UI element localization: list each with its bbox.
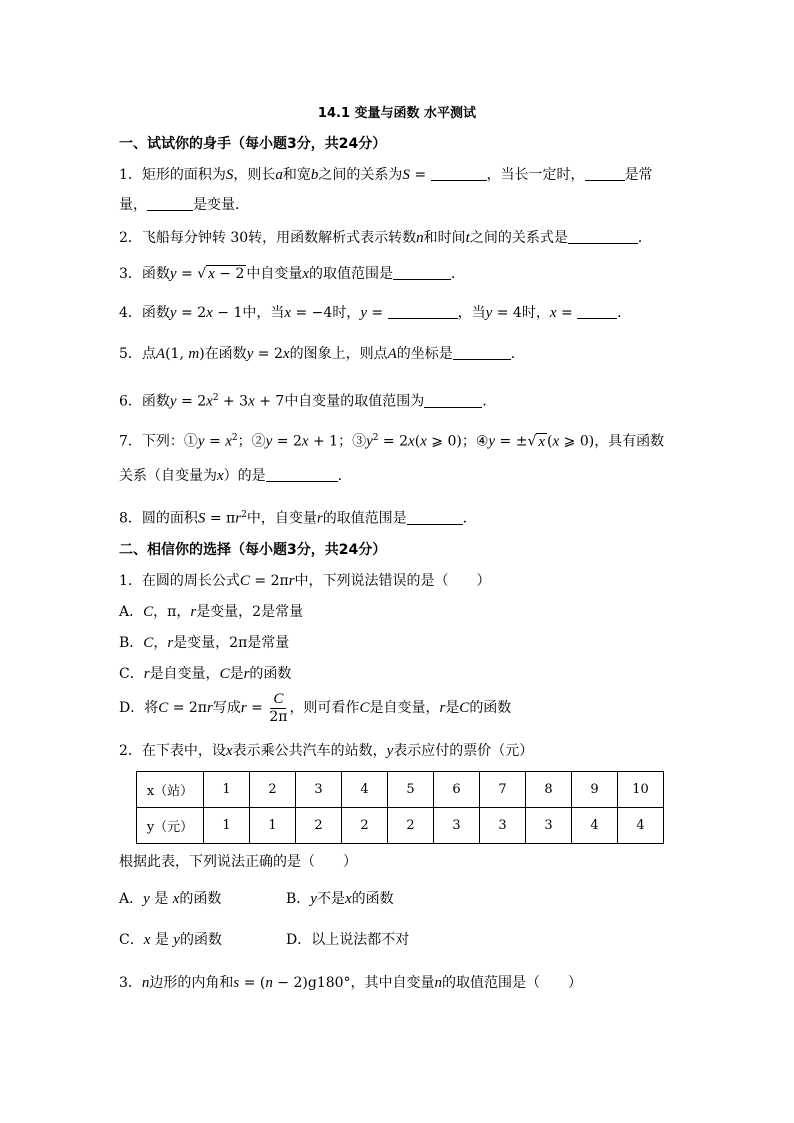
table-cell: 2 <box>296 808 342 844</box>
mc-option-1c: C．r是自变量，C是r的函数 <box>119 666 292 682</box>
table-header-y: y（元） <box>137 808 204 844</box>
section2-heading: 二、相信你的选择（每小题3分，共24分） <box>119 542 387 558</box>
table-cell: 6 <box>434 772 480 808</box>
table-row <box>137 772 664 808</box>
table-cell: 10 <box>618 772 664 808</box>
question-5: 5．点A(1, m)在函数y = 2x的图象上，则点A的坐标是 ． <box>119 346 525 362</box>
table-cell: 1 <box>204 808 250 844</box>
table-cell: 9 <box>572 772 618 808</box>
page-title: 14.1 变量与函数 水平测试 <box>317 106 477 121</box>
mc-option-2b: B．y不是x的函数 <box>286 891 394 907</box>
table-header-x: x（站） <box>137 772 204 808</box>
fare-table <box>136 771 664 844</box>
mc-question-1: 1．在圆的周长公式C = 2πr中，下列说法错误的是（ ） <box>119 573 491 589</box>
table-cell: 5 <box>388 772 434 808</box>
table-cell: 7 <box>480 772 526 808</box>
table-cell: 2 <box>250 772 296 808</box>
question-7-line1: 7．下列：①y = $x^2$；②y = 2x + 1；$③y^2 = 2x(x$ ⩾ 0)；④y = ±√ x (x ⩾ 0)，具有函数 <box>119 433 665 450</box>
table-cell: 2 <box>342 808 388 844</box>
question-1-line1: 1．矩形的面积为S，则长a和宽b之间的关系为S = ，当长一定时， 是常 <box>119 167 653 183</box>
table-cell: 1 <box>250 808 296 844</box>
mc-question-2: 2．在下表中，设x表示乘公共汽车的站数，y表示应付的票价（元） <box>119 743 534 759</box>
table-cell: 3 <box>526 808 572 844</box>
mc-option-2a: A．y 是 x的函数 <box>119 891 222 907</box>
table-cell: 1 <box>204 772 250 808</box>
question-4: 4．函数y = 2x − 1中，当x = −4时，y = ，当y = 4时，x = ． <box>119 305 632 321</box>
question-8: 8．圆的面积$S = \pi r^2$中，自变量r的取值范围是 ． <box>119 510 477 527</box>
mc-option-1b: B．C，r是变量，2π是常量 <box>119 635 290 651</box>
table-cell: 3 <box>296 772 342 808</box>
section1-heading: 一、试试你的身手（每小题3分，共24分） <box>119 136 387 152</box>
fraction-c-over-2pi: $\frac{C}{2\pi}$ <box>269 691 288 725</box>
question-2: 2．飞船每分钟转 30转，用函数解析式表示转数n和时间t之间的关系式是 ． <box>119 230 652 246</box>
mc-option-1a: A．C，π，r是变量，2是常量 <box>119 604 304 620</box>
mc-option-2d: D．以上说法都不对 <box>286 932 410 948</box>
table-cell: 4 <box>342 772 388 808</box>
table-cell: 8 <box>526 772 572 808</box>
table-row <box>137 808 664 844</box>
mc-option-2c: C．x 是 y的函数 <box>119 932 222 948</box>
question-1-line2: 量， 是变量． <box>119 197 249 213</box>
question-3: 3．函数y = √ x − 2 中自变量x的取值范围是 ． <box>119 266 466 282</box>
question-6: 6．函数$y = 2x^2 + 3x + 7$中自变量的取值范围为 ． <box>119 393 497 410</box>
table-cell: 2 <box>388 808 434 844</box>
table-cell: 3 <box>434 808 480 844</box>
mc-question-2-stem: 根据此表，下列说法正确的是（ ） <box>119 854 357 870</box>
table-cell: 3 <box>480 808 526 844</box>
mc-option-1d: D．将C = 2πr写成r = $\frac{C}{2\pi}$ ，则可看作C是自变量，r是C的函数 <box>119 691 512 725</box>
question-7-line2: 关系（自变量为x）的是 ． <box>119 468 352 484</box>
mc-question-3: 3．n边形的内角和s = (n − 2)g180°，其中自变量n的取值范围是（ ） <box>119 975 583 991</box>
table-cell: 4 <box>572 808 618 844</box>
table-cell: 4 <box>618 808 664 844</box>
